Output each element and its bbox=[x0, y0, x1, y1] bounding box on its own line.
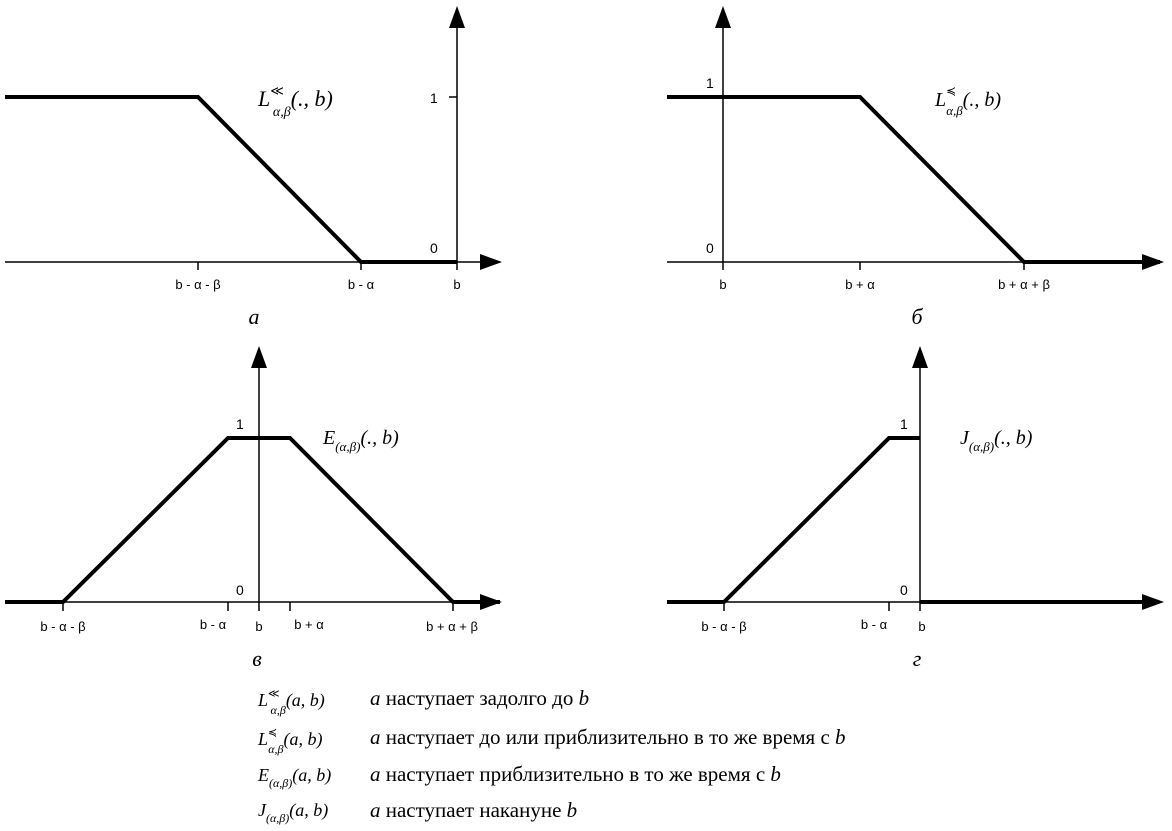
function-subscript: α,β bbox=[272, 105, 291, 120]
function-superscript: ≪ bbox=[270, 83, 284, 98]
legend-var-b: b bbox=[835, 725, 846, 749]
y-tick-label-0: 0 bbox=[236, 582, 244, 598]
x-tick-label: b - α - β bbox=[40, 619, 86, 634]
x-tick-label: b + α bbox=[845, 277, 875, 292]
legend-item bbox=[257, 686, 589, 717]
panel-c bbox=[5, 346, 502, 671]
function-label bbox=[322, 427, 399, 454]
y-tick-label-1: 1 bbox=[236, 416, 244, 432]
legend-symbol-superscript: ≼ bbox=[268, 727, 278, 739]
legend-var-a: a bbox=[370, 798, 381, 822]
panel-d bbox=[667, 346, 1164, 671]
legend-symbol bbox=[257, 727, 323, 756]
membership-curve bbox=[5, 97, 457, 262]
panel-letter: г bbox=[912, 646, 922, 671]
x-tick-label: b + α bbox=[294, 617, 324, 632]
function-args: (., b) bbox=[994, 427, 1033, 449]
x-tick-label: b - α bbox=[199, 617, 227, 632]
legend-phrase: наступает до или приблизительно в то же время с bbox=[380, 725, 836, 749]
legend-description bbox=[370, 762, 781, 786]
legend-phrase: наступает задолго до bbox=[380, 686, 579, 710]
legend-symbol-subscript: α,β bbox=[268, 742, 284, 756]
x-tick-label: b - α bbox=[347, 277, 375, 292]
legend-symbol-letter: J bbox=[258, 800, 266, 820]
legend-item bbox=[257, 725, 846, 756]
legend-symbol-subscript: α,β bbox=[270, 703, 286, 717]
function-symbol: L bbox=[258, 86, 271, 111]
y-tick-label-1: 1 bbox=[706, 75, 714, 91]
legend-symbol-letter: L bbox=[258, 729, 269, 749]
function-args: (., b) bbox=[360, 427, 399, 449]
function-label bbox=[934, 84, 1001, 118]
x-tick-label: b bbox=[719, 277, 727, 292]
y-axis-arrow-icon bbox=[715, 6, 731, 28]
legend-phrase: наступает накануне bbox=[380, 798, 567, 822]
legend-var-a: a bbox=[370, 686, 381, 710]
function-subscript: α,β bbox=[946, 103, 963, 118]
legend-symbol bbox=[258, 800, 328, 825]
y-axis-arrow-icon bbox=[251, 346, 267, 368]
legend-var-b: b bbox=[566, 798, 578, 822]
legend-var-a: a bbox=[370, 725, 381, 749]
function-symbol: E bbox=[323, 427, 336, 449]
membership-curve bbox=[5, 438, 500, 602]
x-tick-label: b - α - β bbox=[701, 619, 747, 634]
panel-a bbox=[5, 6, 502, 329]
panel-letter: а bbox=[248, 304, 260, 329]
legend-phrase: наступает приблизительно в то же время с bbox=[380, 762, 771, 786]
x-axis-arrow-icon bbox=[1142, 594, 1164, 610]
legend-symbol bbox=[257, 688, 325, 717]
legend-symbol-args: (a, b) bbox=[292, 765, 332, 785]
x-tick-label: b bbox=[918, 619, 926, 634]
x-tick-label: b bbox=[255, 619, 263, 634]
membership-curve bbox=[667, 438, 920, 602]
legend-description bbox=[370, 798, 577, 822]
membership-curve bbox=[667, 97, 1160, 262]
function-symbol: L bbox=[935, 89, 947, 111]
legend-symbol-args: (a, b) bbox=[285, 690, 325, 710]
y-tick-label-1: 1 bbox=[430, 90, 438, 106]
x-tick-label: b - α bbox=[860, 617, 888, 632]
function-subscript: (α,β) bbox=[335, 439, 361, 454]
function-label bbox=[257, 83, 333, 120]
x-tick-label: b + α + β bbox=[426, 619, 478, 634]
legend-symbol-args: (a, b) bbox=[289, 800, 329, 820]
y-axis-arrow-icon bbox=[449, 6, 465, 28]
y-tick-label-0: 0 bbox=[706, 240, 714, 256]
panel-letter: в bbox=[252, 646, 262, 671]
legend-symbol-args: (a, b) bbox=[283, 729, 323, 749]
legend-item bbox=[257, 762, 781, 790]
x-axis-arrow-icon bbox=[480, 254, 502, 270]
legend-symbol-letter: E bbox=[258, 765, 269, 785]
x-tick-label: b - α - β bbox=[175, 277, 221, 292]
y-tick-label-0: 0 bbox=[900, 582, 908, 598]
function-superscript: ≼ bbox=[946, 84, 957, 98]
legend-symbol-superscript: ≪ bbox=[268, 688, 280, 700]
legend-symbol-subscript: (α,β) bbox=[269, 776, 293, 790]
legend-var-b: b bbox=[770, 762, 781, 786]
function-args: (., b) bbox=[962, 89, 1002, 111]
function-args: (., b) bbox=[290, 86, 333, 111]
function-label bbox=[960, 427, 1033, 454]
y-axis-arrow-icon bbox=[912, 346, 928, 368]
legend-symbol bbox=[257, 765, 331, 790]
legend-symbol-letter: L bbox=[258, 690, 269, 710]
legend bbox=[257, 686, 846, 825]
x-tick-label: b + α + β bbox=[998, 277, 1050, 292]
y-tick-label-1: 1 bbox=[900, 416, 908, 432]
legend-description bbox=[370, 686, 589, 710]
panel-letter: б bbox=[911, 304, 923, 329]
panel-b bbox=[667, 6, 1164, 329]
x-tick-label: b bbox=[453, 277, 461, 292]
function-symbol: J bbox=[960, 427, 969, 449]
legend-var-a: a bbox=[370, 762, 381, 786]
legend-var-b: b bbox=[578, 686, 590, 710]
function-subscript: (α,β) bbox=[968, 439, 995, 454]
legend-item bbox=[258, 798, 577, 825]
legend-symbol-subscript: (α,β) bbox=[266, 811, 290, 825]
y-tick-label-0: 0 bbox=[430, 240, 438, 256]
legend-description bbox=[370, 725, 846, 749]
